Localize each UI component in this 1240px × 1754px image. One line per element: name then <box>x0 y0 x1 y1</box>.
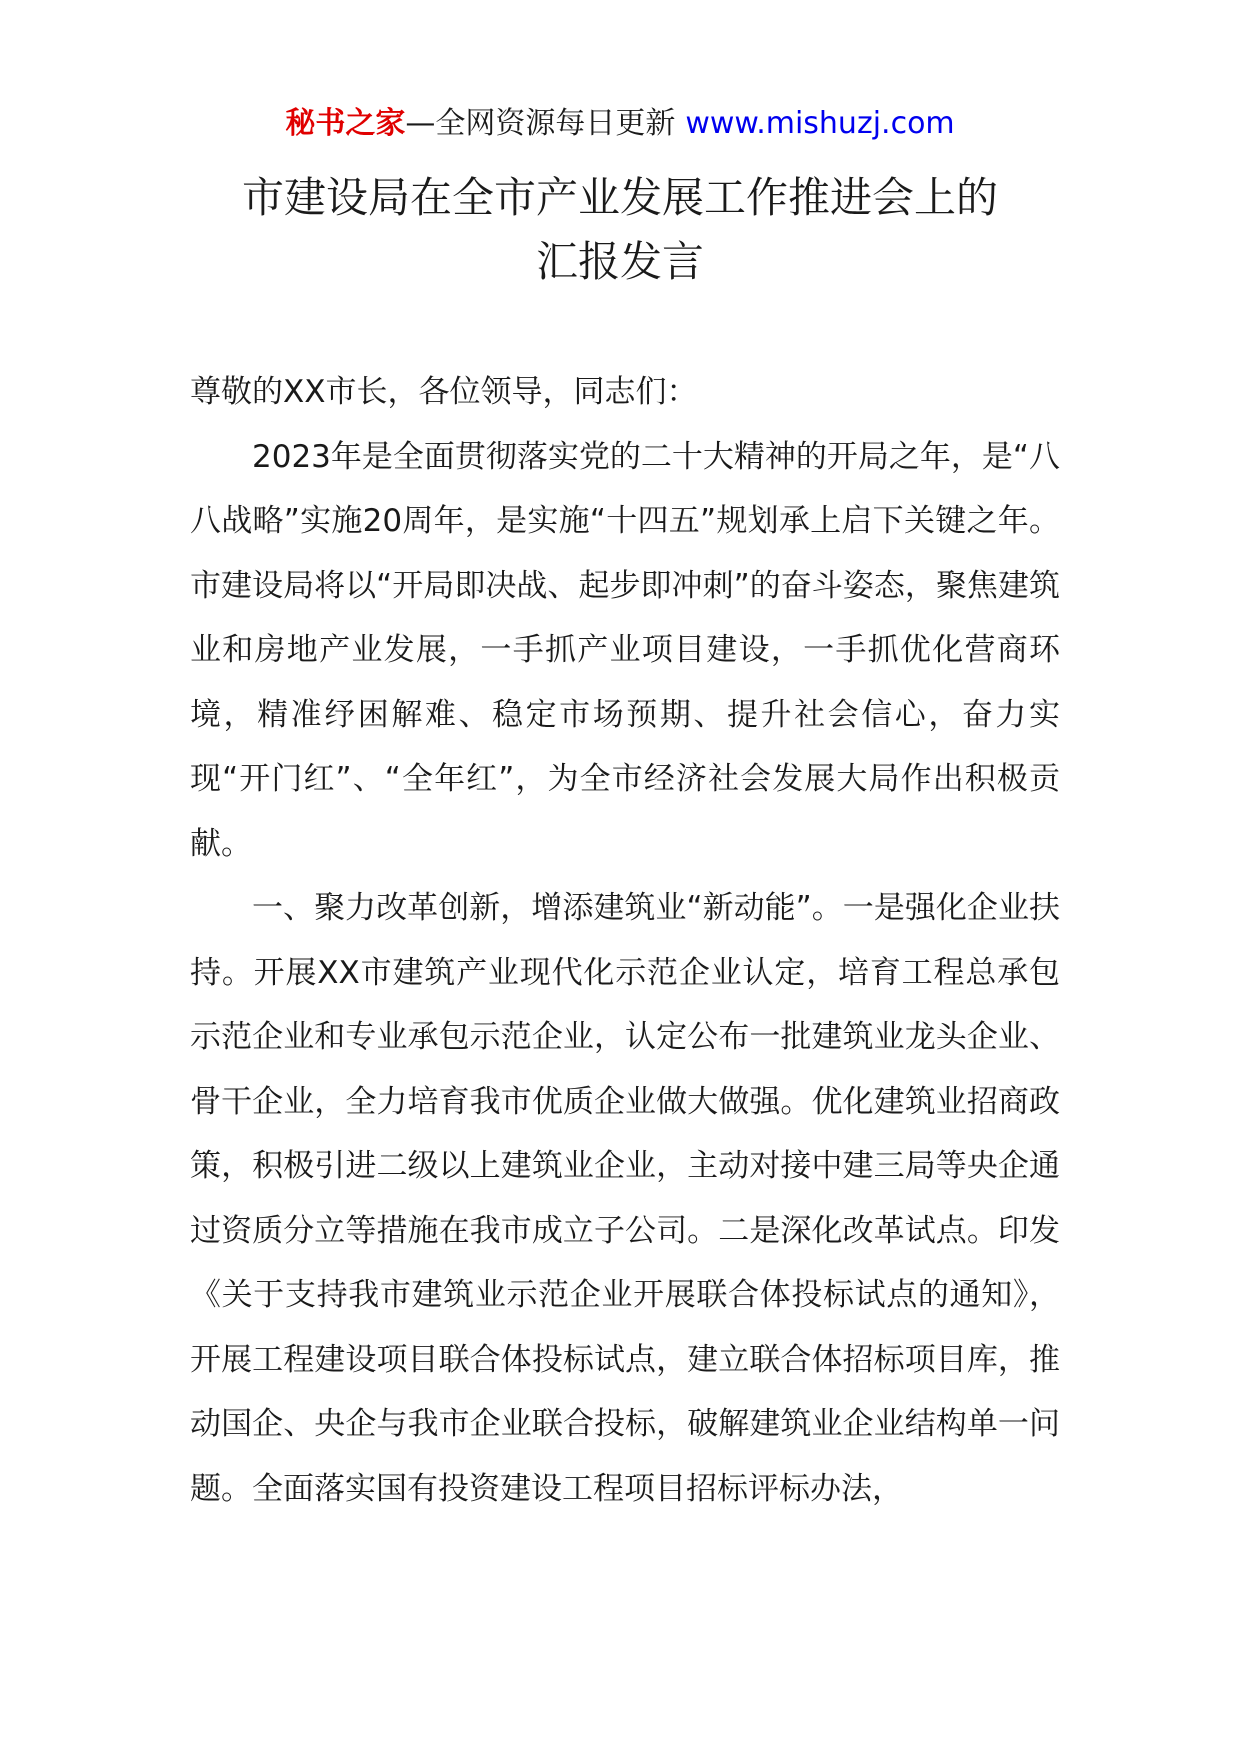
brand-name: 秘书之家 <box>285 106 406 141</box>
title-line-1: 市建设局在全市产业发展工作推进会上的 <box>241 173 998 222</box>
title-line-2: 汇报发言 <box>535 237 704 286</box>
paragraph-2: 一、聚力改革创新，增添建筑业“新动能”。一是强化企业扶持。开展XX市建筑产业现代化示范企业认定，培育工程总承包示范企业和专业承包示范企业，认定公布一批建筑业龙头企业、骨干企业，全力培育我市优质企业做大做强。优化建筑业招商政策，积极引进二级以上建筑业企业，主动对接中建三局等央企通过资质分立等措施在我市成立子公司。二是深化改革试点。印发《关于支持我市建筑业示范企业开展联合体投标试点的通知》，开展工程建设项目联合体投标试点，建立联合体招标项目库，推动国企、央企与我市企业联合投标，破解建筑业企业结构单一问题。全面落实国有投资建设工程项目招标评标办法， <box>190 890 1060 1507</box>
site-header <box>0 104 1240 144</box>
document-title <box>0 166 1240 294</box>
salutation: 尊敬的XX市长，各位领导，同志们： <box>190 374 698 410</box>
document-body <box>190 360 1060 1521</box>
paragraph-1: 2023年是全面贯彻落实党的二十大精神的开局之年，是“八八战略”实施20周年，是实施“十四五”规划承上启下关键之年。市建设局将以“开局即决战、起步即冲刺”的奋斗姿态，聚焦建筑业和房地产业发展，一手抓产业项目建设，一手抓优化营商环境，精准纾困解难、稳定市场预期、提升社会信心，奋力实现“开门红”、“全年红”，为全市经济社会发展大局作出积极贡献。 <box>190 438 1060 862</box>
site-url[interactable]: www.mishuzj.com <box>685 106 955 141</box>
site-tagline: —全网资源每日更新 <box>405 106 676 141</box>
